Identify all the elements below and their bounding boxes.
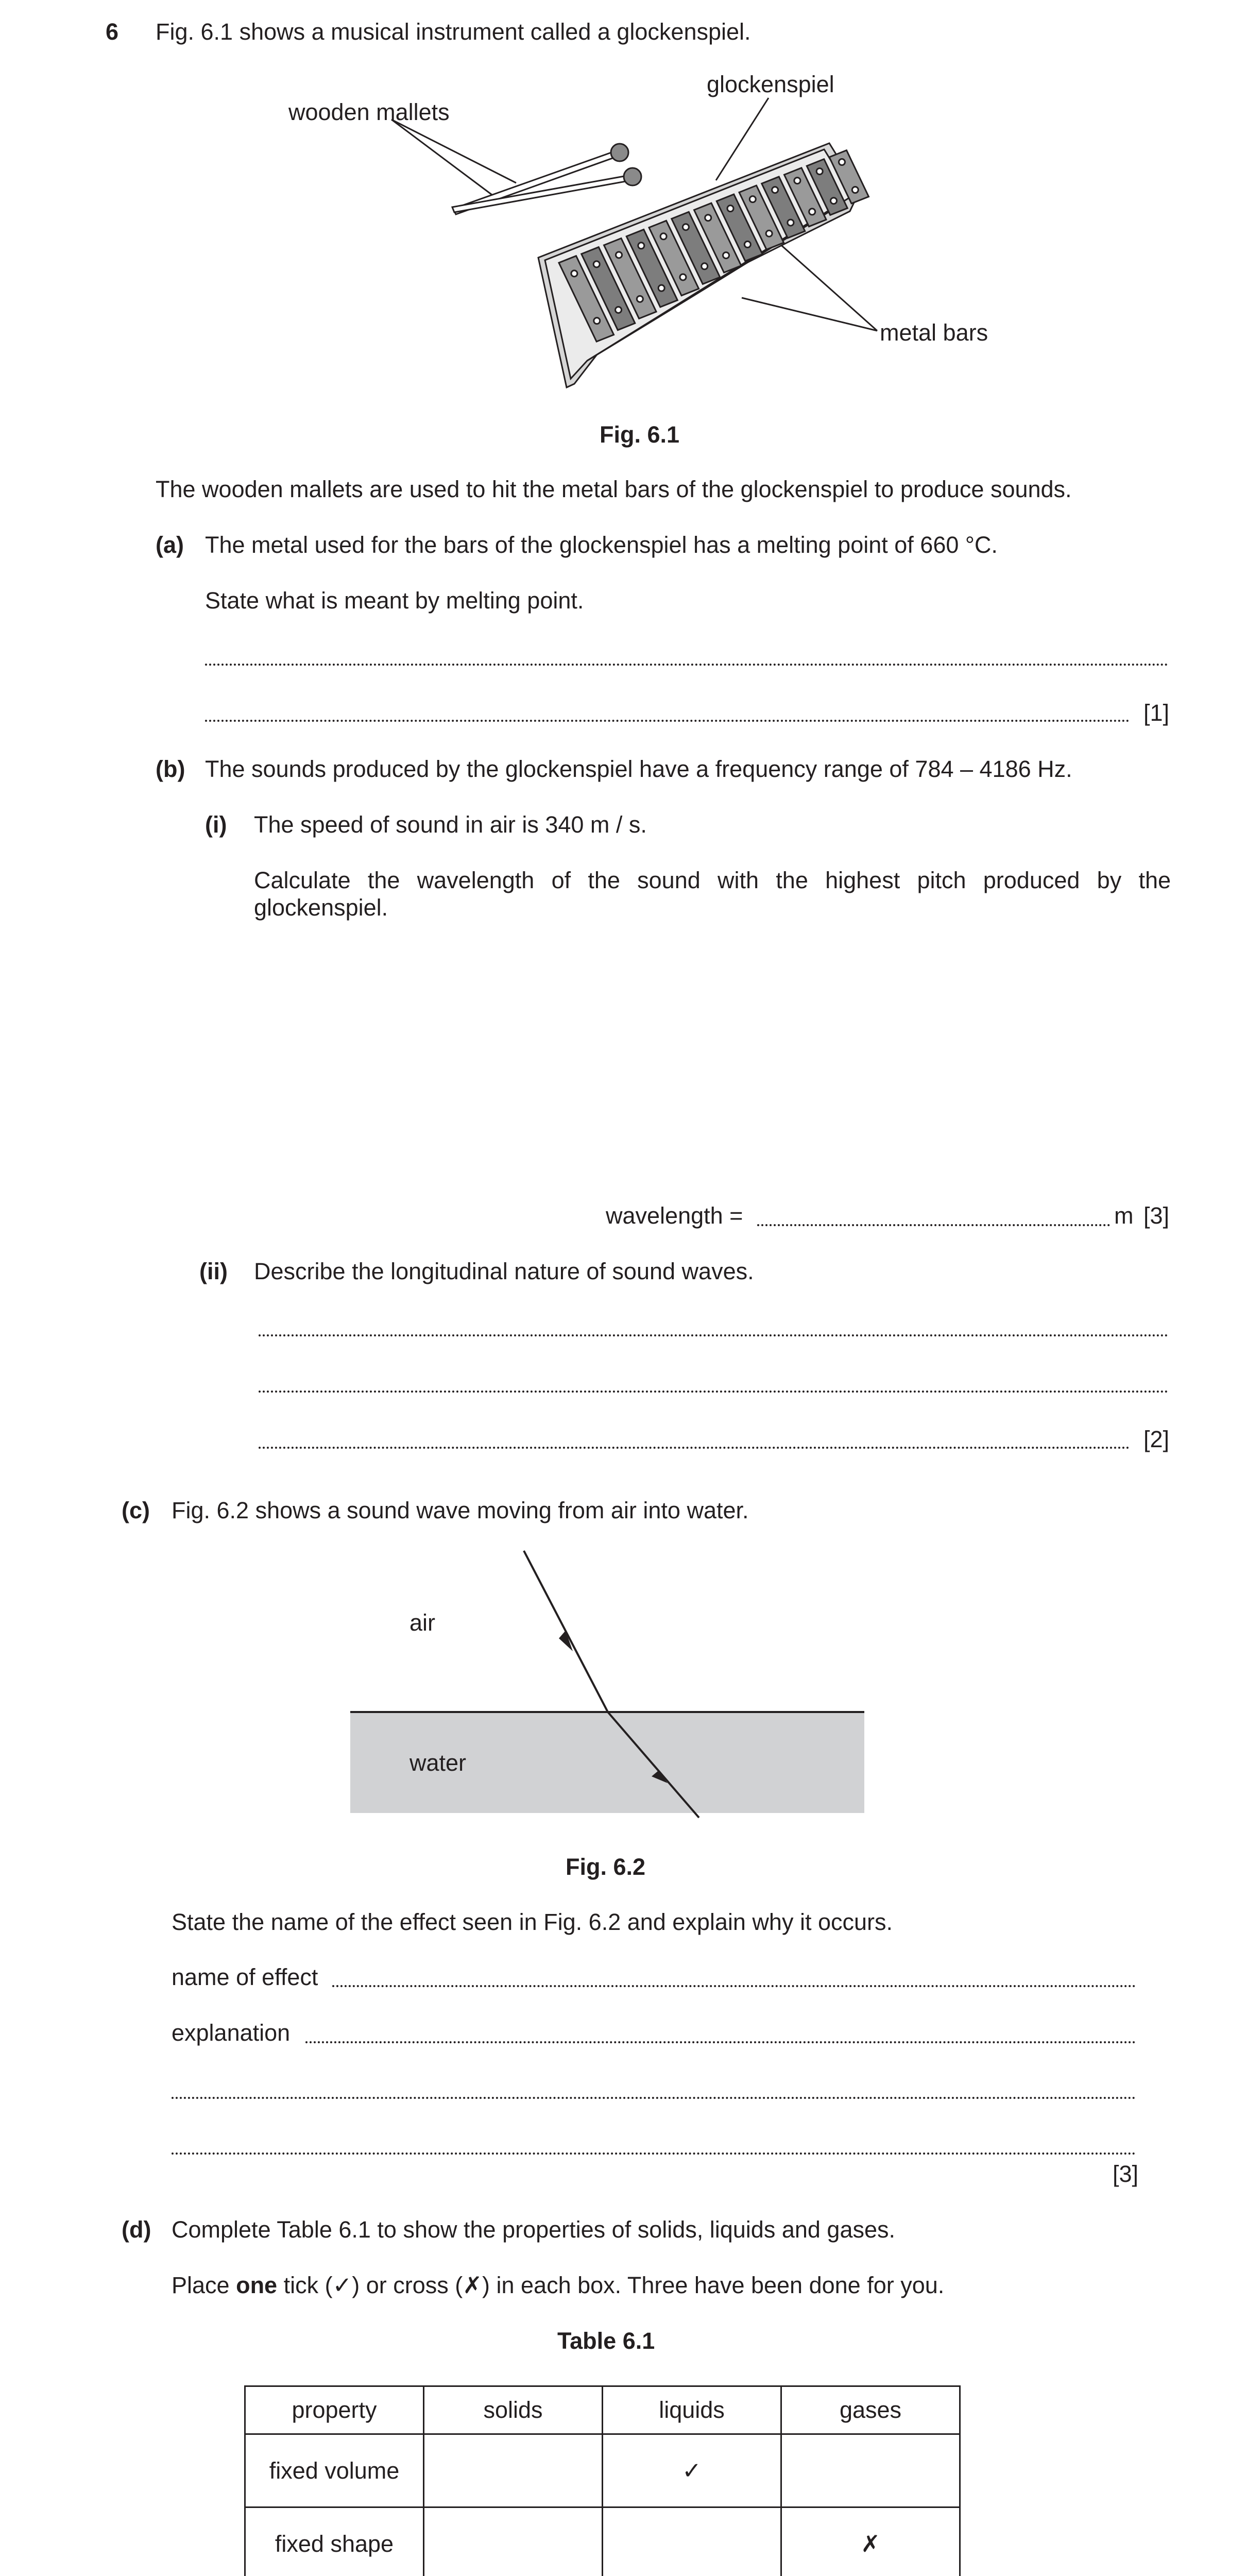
- part-a-label: (a): [156, 532, 184, 558]
- bar-pin: [680, 274, 686, 280]
- bar-pin: [593, 261, 600, 267]
- bar-pin: [816, 168, 823, 175]
- part-a-marks: [1]: [1143, 700, 1170, 726]
- wavelength-answer-line[interactable]: [757, 1224, 1110, 1226]
- explanation-label: explanation: [172, 2020, 291, 2046]
- bar-pin: [723, 252, 729, 259]
- bar-pin: [660, 233, 667, 240]
- table-header-row: [245, 2386, 960, 2434]
- bar-pin: [772, 187, 778, 193]
- part-c-prompt: State the name of the effect seen in Fig. 6.2 and explain why it occurs.: [172, 1909, 893, 1935]
- bar-pin: [766, 230, 772, 236]
- part-b-ii-text: Describe the longitudinal nature of sound waves.: [254, 1258, 754, 1284]
- label-wooden-mallets: wooden mallets: [288, 99, 450, 125]
- bar-pin: [809, 209, 815, 215]
- bar-pin: [727, 206, 733, 212]
- bar-pin: [616, 252, 622, 258]
- bar-pin: [638, 243, 644, 249]
- bar-pin: [658, 285, 664, 291]
- bar-pin: [637, 296, 643, 302]
- bar-pin: [571, 270, 577, 277]
- part-a-text: The metal used for the bars of the glockenspiel has a melting point of 660 °C.: [205, 532, 998, 558]
- part-b-i-prompt: Calculate the wavelength of the sound with the highest pitch produced by the: [254, 867, 1171, 893]
- answer-cell[interactable]: [603, 2507, 781, 2576]
- part-b-ii-marks: [2]: [1143, 1426, 1170, 1452]
- part-b-i-marks: [3]: [1143, 1202, 1170, 1229]
- bar-pin: [705, 215, 711, 221]
- question-stem: The wooden mallets are used to hit the metal bars of the glockenspiel to produce sounds.: [156, 476, 1072, 502]
- answer-line[interactable]: [259, 1334, 1168, 1336]
- table-row: [245, 2507, 960, 2576]
- answer-line[interactable]: [172, 2097, 1136, 2099]
- part-c-text: Fig. 6.2 shows a sound wave moving from air into water.: [172, 1497, 749, 1523]
- bar-pin: [616, 307, 622, 313]
- answer-line[interactable]: [205, 664, 1168, 666]
- part-b-text: The sounds produced by the glockenspiel have a frequency range of 784 – 4186 Hz.: [205, 756, 1072, 782]
- wavelength-unit: m: [1114, 1202, 1134, 1229]
- bar-pin: [702, 263, 708, 269]
- wavelength-label: wavelength =: [606, 1202, 743, 1229]
- name-of-effect-answer-line[interactable]: [332, 1985, 1136, 1987]
- part-c-marks: [3]: [1113, 2161, 1139, 2187]
- header-property: property: [245, 2386, 424, 2434]
- answer-cell[interactable]: [424, 2507, 603, 2576]
- header-liquids: liquids: [603, 2386, 781, 2434]
- bar-pin: [830, 198, 837, 204]
- properties-table: [244, 2385, 961, 2576]
- glockenspiel-illustration: [0, 0, 1246, 412]
- answer-line[interactable]: [205, 720, 1130, 722]
- part-c-label: (c): [122, 1497, 150, 1523]
- bar-pin: [788, 219, 794, 226]
- label-metal-bars: metal bars: [880, 319, 988, 346]
- explanation-answer-line[interactable]: [305, 2041, 1136, 2043]
- property-cell: fixed shape: [245, 2507, 424, 2576]
- answer-line[interactable]: [259, 1447, 1130, 1449]
- refraction-diagram: [0, 1540, 1246, 1829]
- fig-6-2-caption: Fig. 6.2: [566, 1854, 646, 1880]
- table-6-1-caption: Table 6.1: [557, 2328, 655, 2354]
- answer-cell[interactable]: [781, 2434, 960, 2507]
- label-water: water: [409, 1750, 467, 1776]
- answer-cell[interactable]: [424, 2434, 603, 2507]
- name-of-effect-label: name of effect: [172, 1964, 318, 1990]
- part-b-ii-label: (ii): [199, 1258, 228, 1284]
- part-b-i-text: The speed of sound in air is 340 m / s.: [254, 811, 647, 838]
- label-glockenspiel: glockenspiel: [707, 71, 834, 97]
- part-d-text: Complete Table 6.1 to show the properties of solids, liquids and gases.: [172, 2216, 895, 2243]
- answer-cell: ✗: [781, 2507, 960, 2576]
- bar-pin: [594, 318, 600, 324]
- part-b-label: (b): [156, 756, 185, 782]
- header-solids: solids: [424, 2386, 603, 2434]
- header-gases: gases: [781, 2386, 960, 2434]
- part-b-i-label: (i): [205, 811, 227, 838]
- label-air: air: [409, 1609, 436, 1636]
- bar-pin: [839, 159, 845, 165]
- answer-cell: ✓: [603, 2434, 781, 2507]
- question-intro: Fig. 6.1 shows a musical instrument called a glockenspiel.: [156, 19, 751, 45]
- fig-6-1-caption: Fig. 6.1: [600, 421, 680, 448]
- part-d-label: (d): [122, 2216, 151, 2243]
- property-cell: fixed volume: [245, 2434, 424, 2507]
- bar-pin: [794, 178, 800, 184]
- answer-line[interactable]: [172, 2153, 1136, 2155]
- part-b-i-prompt-cont: glockenspiel.: [254, 894, 388, 921]
- bar-pin: [852, 187, 858, 193]
- answer-line[interactable]: [259, 1391, 1168, 1393]
- bar-pin: [749, 196, 756, 202]
- part-d-instruction: Place one tick (✓) or cross (✗) in each box. Three have been done for you.: [172, 2272, 945, 2298]
- bar-pin: [744, 241, 750, 247]
- question-number: 6: [106, 19, 119, 45]
- table-row: [245, 2434, 960, 2507]
- bar-pin: [682, 224, 689, 230]
- part-a-prompt: State what is meant by melting point.: [205, 587, 584, 614]
- mallet-icon: [452, 144, 641, 214]
